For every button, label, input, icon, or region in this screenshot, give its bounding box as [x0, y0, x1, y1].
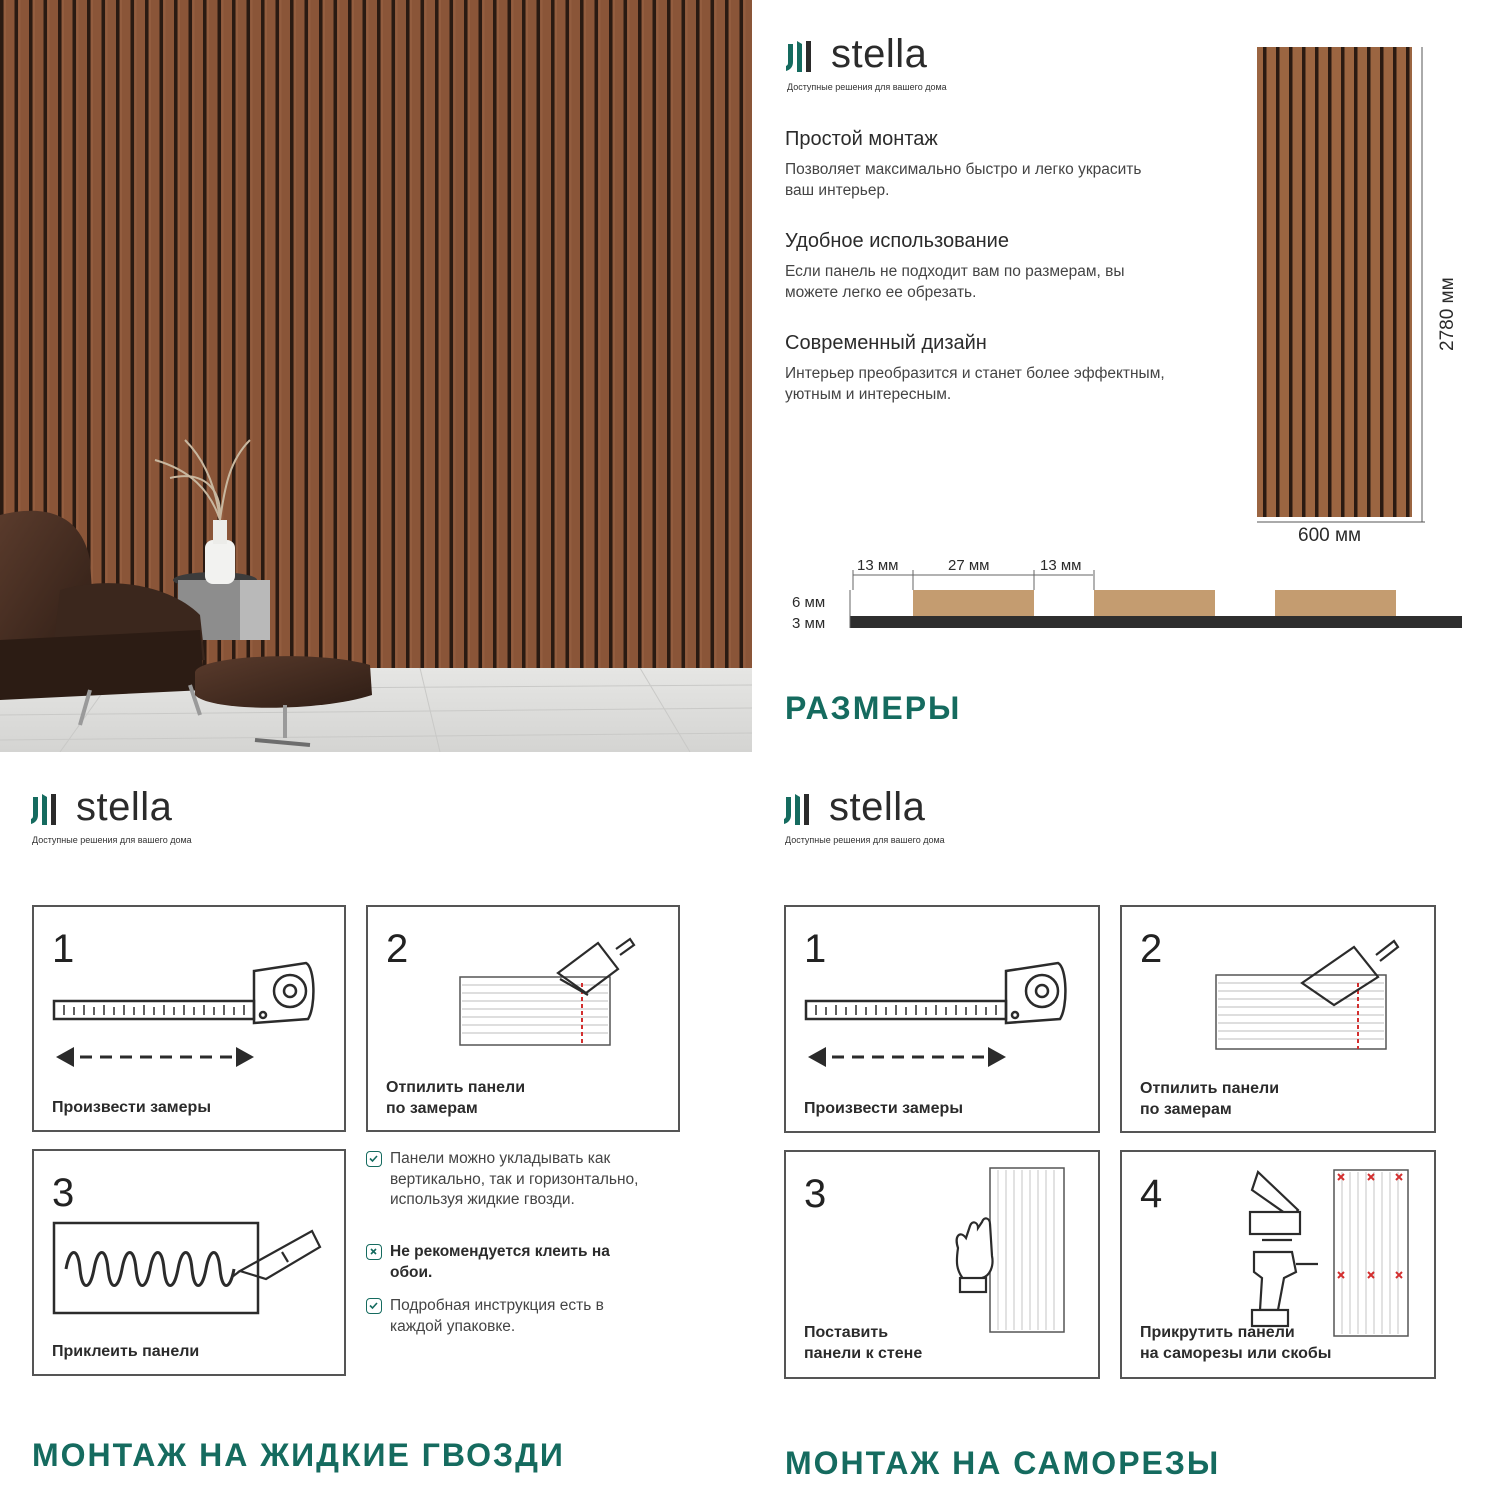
brand-tagline: Доступные решения для вашего дома: [32, 835, 192, 845]
stella-logo-mark: [785, 40, 825, 74]
interior-illustration: [0, 0, 752, 752]
stella-logo: [783, 785, 983, 849]
feature-text-3: Интерьер преобразится и станет более эффектным, уютным и интересным.: [785, 365, 1165, 403]
brand-name: stella: [829, 785, 926, 829]
interior-photo: [0, 0, 752, 752]
screw-step-4-card: [1120, 1150, 1436, 1379]
feature-title-1: Простой монтаж: [785, 128, 938, 150]
screw-step-1-card: [784, 905, 1100, 1133]
glue-application-icon: [52, 1217, 332, 1317]
step-caption-line-1: Отпилить панели: [1140, 1080, 1280, 1097]
step-caption-line-2: панели к стене: [804, 1345, 923, 1362]
drill-icon: [1254, 1252, 1296, 1310]
feature-title-2: Удобное использование: [785, 230, 1009, 252]
step-caption-line-1: Поставить: [804, 1324, 889, 1341]
base-depth-label: 3 мм: [792, 615, 826, 632]
note-instructions: Подробная инструкция есть в каждой упаковке.: [390, 1297, 604, 1335]
saw-cutting-panel-icon: [458, 933, 668, 1053]
hand-placing-panel-icon: [946, 1166, 1096, 1336]
slat-profile: [913, 590, 1034, 616]
step-number: 1: [804, 927, 827, 971]
step-number: 1: [52, 927, 75, 971]
glue-step-3-card: [32, 1149, 346, 1376]
panel-slats: [1257, 47, 1412, 517]
note-not-on-wallpaper: Не рекомендуется клеить на обои.: [390, 1243, 610, 1281]
step-caption-line-1: Отпилить панели: [386, 1079, 526, 1096]
feature-text-2: Если панель не подходит вам по размерам, вы можете легко ее обрезать.: [785, 263, 1125, 301]
step-caption-line-2: на саморезы или скобы: [1140, 1345, 1332, 1362]
feature-text-1: Позволяет максимально быстро и легко украсить ваш интерьер.: [785, 161, 1142, 199]
step-number: 2: [386, 927, 409, 971]
brand-tagline: Доступные решения для вашего дома: [787, 82, 947, 92]
slat-profile: [1094, 590, 1215, 616]
gap-right-label: 13 мм: [1040, 557, 1082, 574]
check-icon: [366, 1151, 382, 1167]
panel-height-label: 2780 мм: [1437, 277, 1458, 351]
stella-logo: [30, 785, 230, 849]
check-icon: [366, 1298, 382, 1314]
glove-hand: [957, 1218, 993, 1280]
panel-width-label: 600 мм: [1298, 525, 1362, 546]
step-caption: Приклеить панели: [52, 1343, 200, 1360]
gap-left-label: 13 мм: [857, 557, 899, 574]
glue-section-title: МОНТАЖ НА ЖИДКИЕ ГВОЗДИ: [32, 1437, 565, 1473]
stella-logo-mark: [30, 793, 70, 827]
stella-logo: [785, 32, 985, 96]
glue-step-1-card: [32, 905, 346, 1132]
step-number: 2: [1140, 927, 1163, 971]
step-caption-line-2: по замерам: [386, 1100, 478, 1117]
step-caption: Произвести замеры: [804, 1100, 963, 1117]
brand-name: stella: [76, 785, 173, 829]
panel-front-view: [1250, 40, 1440, 540]
brand-name: stella: [831, 32, 928, 76]
screw-step-3-card: [784, 1150, 1100, 1379]
step-number: 4: [1140, 1172, 1163, 1216]
glue-step-2-card: [366, 905, 680, 1132]
step-caption: Произвести замеры: [52, 1099, 211, 1116]
slat-width-label: 27 мм: [948, 557, 990, 574]
saw-cutting-panel-icon: [1214, 933, 1424, 1053]
step-caption-line-2: по замерам: [1140, 1101, 1232, 1118]
cross-icon: [366, 1244, 382, 1260]
brand-tagline: Доступные решения для вашего дома: [785, 835, 945, 845]
slat-depth-label: 6 мм: [792, 594, 826, 611]
step-number: 3: [804, 1172, 827, 1216]
tape-measure-icon: [50, 957, 330, 1077]
stella-logo-mark: [783, 793, 823, 827]
note-orientation: Панели можно укладывать как вертикально, так и горизонтально, используя жидкие гвозди.: [390, 1150, 639, 1208]
felt-base: [850, 616, 1462, 628]
step-number: 3: [52, 1171, 75, 1215]
screw-section-title: МОНТАЖ НА САМОРЕЗЫ: [785, 1445, 1221, 1481]
feature-title-3: Современный дизайн: [785, 332, 987, 354]
step-caption-line-1: Прикрутить панели: [1140, 1324, 1295, 1341]
slat-profile: [1275, 590, 1396, 616]
screw-step-2-card: [1120, 905, 1436, 1133]
slat-wall: [0, 0, 752, 670]
dimensions-title: РАЗМЕРЫ: [785, 690, 962, 726]
tape-measure-icon: [802, 957, 1082, 1077]
screwdriver-and-stapler-icon: [1232, 1160, 1432, 1340]
